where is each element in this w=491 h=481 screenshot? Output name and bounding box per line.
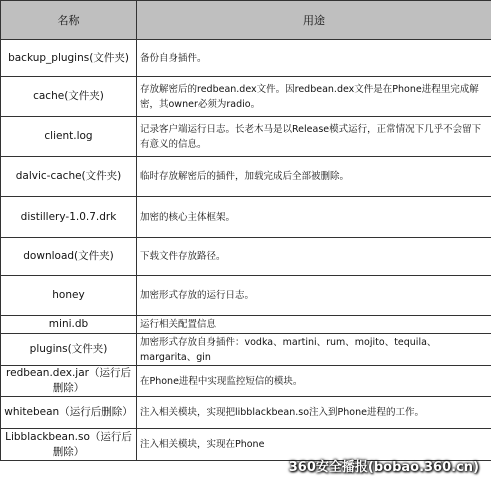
header-name: 名称	[1, 1, 137, 40]
table-row	[1, 334, 491, 366]
row-use: 注入相关模块，实现把libblackbean.so注入到Phone进程的工作。	[137, 397, 491, 429]
row-name: backup_plugins(文件夹)	[1, 40, 137, 77]
table-row	[1, 276, 491, 316]
row-use: 备份自身插件。	[137, 40, 491, 77]
row-name: honey	[1, 276, 137, 316]
table-row	[1, 77, 491, 117]
row-name: dalvic-cache(文件夹)	[1, 157, 137, 197]
watermark: 360安全播报(bobao.360.cn)	[288, 460, 479, 475]
table-row	[1, 366, 491, 397]
row-use: 运行相关配置信息	[137, 316, 491, 334]
row-name: whitebean（运行后删除）	[1, 397, 137, 429]
header-use: 用途	[137, 1, 491, 40]
table-row	[1, 316, 491, 334]
row-name: distillery-1.0.7.drk	[1, 197, 137, 238]
table-row	[1, 238, 491, 276]
row-use: 记录客户端运行日志。长老木马是以Release模式运行，正常情况下几乎不会留下有意义的信息。	[137, 117, 491, 157]
table-row	[1, 157, 491, 197]
row-name: download(文件夹)	[1, 238, 137, 276]
row-name: client.log	[1, 117, 137, 157]
row-name: cache(文件夹)	[1, 77, 137, 117]
row-name: plugins(文件夹)	[1, 334, 137, 366]
row-name: mini.db	[1, 316, 137, 334]
header-row	[1, 1, 491, 40]
table-row	[1, 197, 491, 238]
table-row	[1, 40, 491, 77]
table-row	[1, 397, 491, 429]
row-use: 临时存放解密后的插件，加载完成后全部被删除。	[137, 157, 491, 197]
row-use: 下载文件存放路径。	[137, 238, 491, 276]
row-use: 注入相关模块，实现在Phone	[137, 429, 491, 461]
row-use: 加密形式存放自身插件：vodka、martini、rum、mojito、tequila、margarita、gin	[137, 334, 491, 366]
row-name: redbean.dex.jar（运行后删除）	[1, 366, 137, 397]
row-use: 加密形式存放的运行日志。	[137, 276, 491, 316]
row-use: 存放解密后的redbean.dex文件。因redbean.dex文件是在Phone进程里完成解密，其owner必须为radio。	[137, 77, 491, 117]
table-row	[1, 117, 491, 157]
row-use: 加密的核心主体框架。	[137, 197, 491, 238]
row-name: Libblackbean.so（运行后删除）	[1, 429, 137, 461]
row-use: 在Phone进程中实现监控短信的模块。	[137, 366, 491, 397]
